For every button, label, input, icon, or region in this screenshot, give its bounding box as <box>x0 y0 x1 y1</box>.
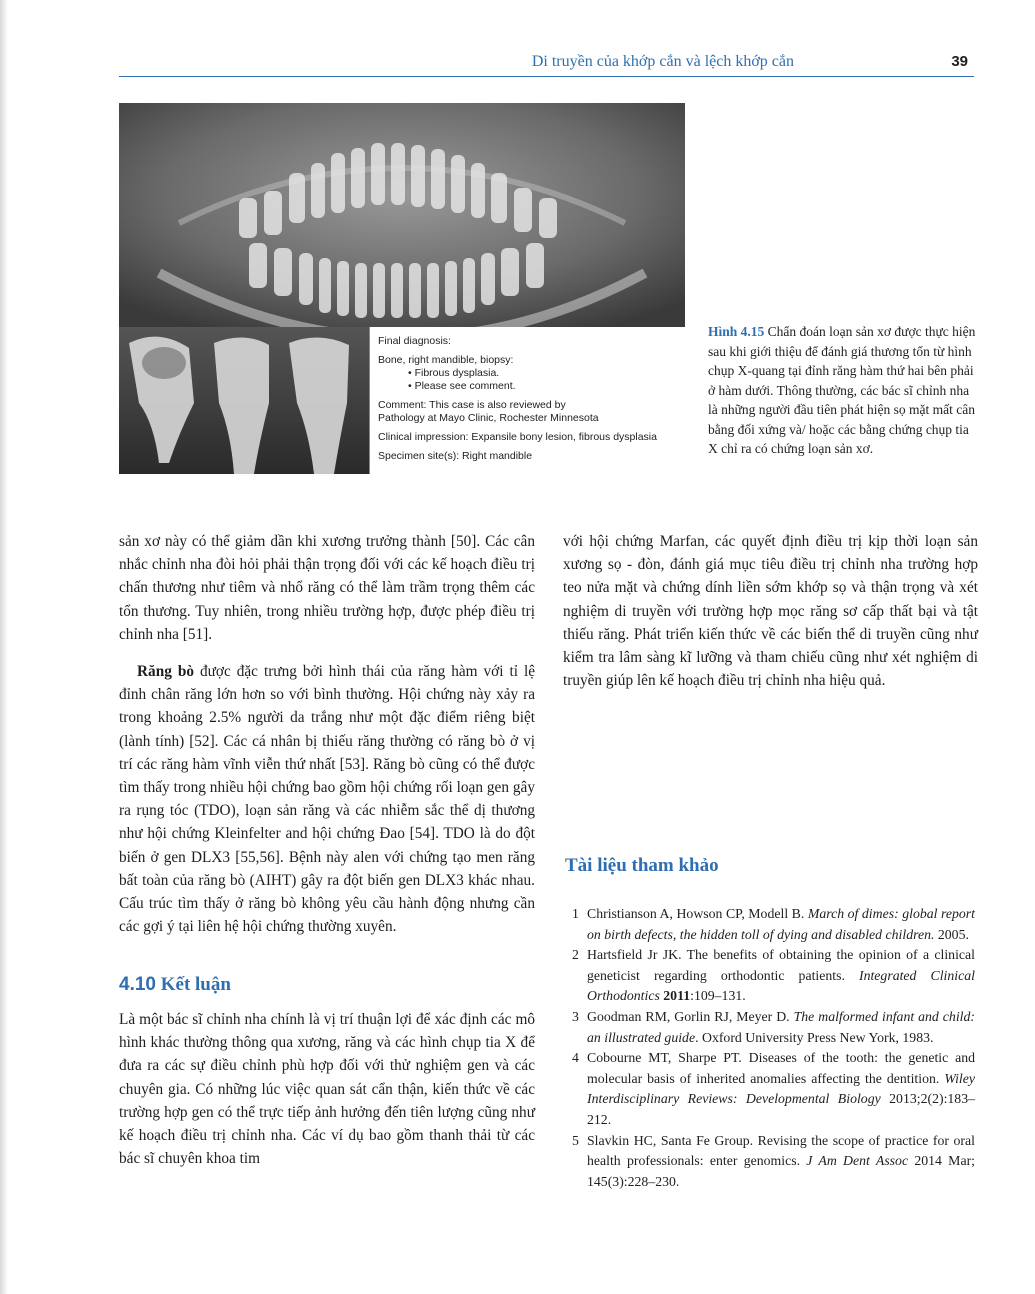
reference-tail: 2014 Mar; 145(3):228–230. <box>587 1153 976 1189</box>
reference-number: 5 <box>572 1132 579 1148</box>
reference-tail: :109–131. <box>690 988 746 1004</box>
report-line: • Fibrous dysplasia. <box>408 367 500 379</box>
report-line: Specimen site(s): Right mandible <box>378 450 533 462</box>
running-header <box>119 50 974 77</box>
term-bold: Răng bò <box>137 663 194 681</box>
caption-label: Hình 4.15 <box>708 324 765 339</box>
report-line: Pathology at Mayo Clinic, Rochester Minnesota <box>378 412 599 424</box>
reference-text: Hartsfield Jr JK. The benefits of obtaining the opinion of a clinical geneticist regarding orthodontic patients. <box>587 947 975 983</box>
report-line: • Please see comment. <box>408 380 516 392</box>
reference-title: Integrated Clinical Orthodontics <box>587 967 975 1004</box>
reference-text: Goodman RM, Gorlin RJ, Meyer D. <box>587 1008 794 1024</box>
caption-text: Chẩn đoán loạn sản xơ được thực hiện sau khi giới thiệu để đánh giá thương tổn từ hình chụp X-quang tại đỉnh răng hàm thứ hai bên phải ở hàm dưới. Thông thường, các bác sĩ chỉnh nha là những người đầu tiên phát hiện sọ mặt mất cân bằng đối xứng và/ hoặc các bằng chứng chụp tia X chỉ ra có chứng loạn sản xơ. <box>708 324 976 456</box>
reference-text: Slavkin HC, Santa Fe Group. Revising the scope of practice for oral health professionals: enter genomics. <box>587 1132 975 1169</box>
reference-item <box>565 1048 975 1130</box>
reference-text: Christianson A, Howson CP, Modell B. <box>587 906 808 921</box>
reference-tail: . Oxford University Press New York, 1983. <box>695 1029 934 1045</box>
paragraph: sản xơ này có thể giảm dần khi xương trưởng thành [50]. Các cân nhắc chỉnh nha đòi hỏi phải thận trọng đối với các kế hoạch điều trị chấn thương như tiêm và nhổ răng có thể làm trầm trọng thêm các tổn thương. Tuy nhiên, trong nhiều trường hợp, được phép điều trị chỉnh nha [51]. <box>119 533 535 643</box>
reference-title: March of dimes: global report on birth defects, the hidden toll of dying and disabled children. <box>587 906 975 942</box>
reference-year: 2011 <box>659 988 691 1004</box>
reference-title: J Am Dent Assoc <box>806 1153 909 1169</box>
figure-caption <box>708 322 976 459</box>
paragraph: với hội chứng Marfan, các quyết định điều trị kịp thời loạn sản xương sọ - đòn, đánh giá mục tiêu điều trị chỉnh nha trường hợp teo nửa mặt và chứng dính liền sớm khớp sọ và thận trọng và xét nghiệm di truyền với trường hợp mọc răng sơ cấp thất bại và tật thiếu răng. Phát triển kiến thức về các biến thể di truyền cũng như kiểm tra lâm sàng kĩ lưỡng và tham chiếu cũng như xét nghiệm di truyền giúp lên kế hoạch điều trị chỉnh nha hiệu quả. <box>563 533 978 690</box>
reference-number: 4 <box>572 1050 579 1066</box>
report-line: Comment: This case is also reviewed by <box>378 399 566 411</box>
section-heading <box>119 974 231 996</box>
reference-number: 3 <box>572 1008 579 1024</box>
left-column <box>119 530 535 938</box>
reference-number: 2 <box>572 947 579 963</box>
pathology-report <box>369 327 685 474</box>
page-edge-shadow <box>0 0 8 1294</box>
reference-title: Wiley Interdisciplinary Reviews: Developmental Biology <box>587 1070 975 1107</box>
page-number: 39 <box>951 53 968 70</box>
reference-item <box>565 1131 975 1193</box>
left-column-continued <box>119 1008 535 1170</box>
figure-4-15 <box>119 103 685 474</box>
paragraph: Là một bác sĩ chỉnh nha chính là vị trí thuận lợi để xác định các mô hình khác thường thông qua xương, răng và các hình chụp tia X để đưa ra các sự điều chỉnh phù hợp đối với thử nghiệm gen và các chuyên gia. Có những lúc việc quan sát cẩn thận, kiến thức về các trường hợp gen có thể trực tiếp ảnh hưởng đến tiên lượng cũng như kế hoạch điều trị chỉnh nha. Các ví dụ bao gồm thanh thải từ các bác sĩ chuyên khoa tim <box>119 1011 535 1168</box>
reference-number: 1 <box>572 906 579 921</box>
right-column <box>563 530 978 692</box>
reference-item <box>565 945 975 1007</box>
reference-title: The malformed infant and child: an illustrated guide <box>587 1008 975 1045</box>
reference-tail: 2013;2(2):183–212. <box>587 1091 975 1127</box>
report-line: Final diagnosis: <box>378 335 451 347</box>
section-number: 4.10 <box>119 974 156 995</box>
reference-text: Cobourne MT, Sharpe PT. Diseases of the tooth: the genetic and molecular basis of inherited anomalies affecting the dentition. <box>587 1050 975 1086</box>
section-title: Kết luận <box>155 974 231 995</box>
paragraph <box>119 660 535 938</box>
running-title: Di truyền của khớp cắn và lệch khớp cắn <box>531 53 794 70</box>
report-line: Clinical impression: Expansile bony lesion, fibrous dysplasia <box>378 431 657 443</box>
reference-tail: 2005. <box>934 926 969 942</box>
paragraph-text: được đặc trưng bởi hình thái của răng hàm với tỉ lệ đỉnh chân răng lớn hơn so với bình thường. Hội chứng này xảy ra trong khoảng 2.5% người da trắng như một đặc điểm riêng biệt (lành tính) [52]. Các cá nhân bị thiếu răng thường có răng bò ở vị trí các răng hàm vĩnh viễn thứ nhất [53]. Răng bò cũng có thể được tìm thấy trong nhiều hội chứng bao gồm hội chứng rối loạn gen gây ra rụng tóc (TDO), loạn sản răng và các nhiễm sắc thể dị thương như hội chứng Kleinfelter and hội chứng Đao [54]. TDO là do đột biến ở gen DLX3 [55,56]. Bệnh này alen với chứng tạo men răng bất toàn của răng bò (AIHT) gây ra đột biến gen DLX3 khác nhau. Cấu trúc tìm thấy ở răng bò không yêu cầu hành động nhưng cần các gợi ý tại liên hệ hội chứng thường xuyên. <box>119 663 535 936</box>
references-list <box>565 904 975 1192</box>
report-line: Bone, right mandible, biopsy: <box>378 354 514 366</box>
reference-item <box>565 1007 975 1048</box>
reference-item <box>565 904 975 945</box>
references-heading: Tài liệu tham khảo <box>565 855 719 876</box>
